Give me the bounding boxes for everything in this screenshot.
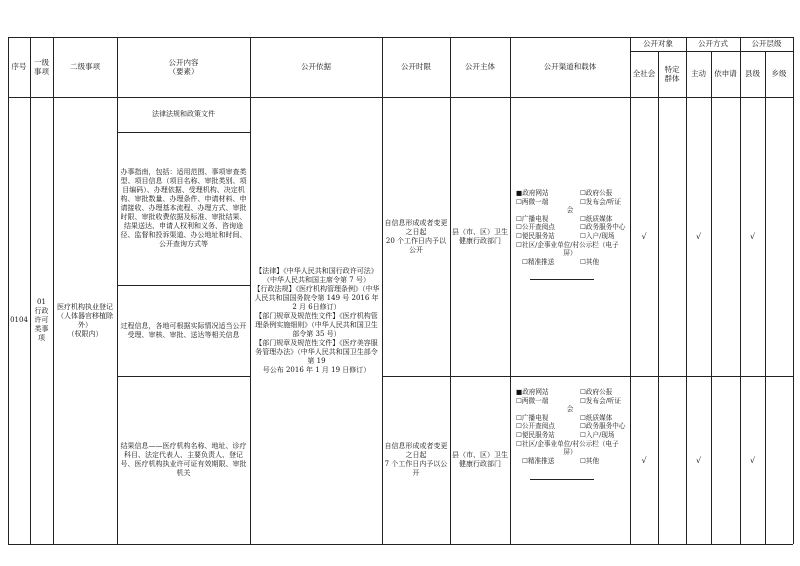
subject-row2: 县（市、区）卫生健康行政部门 <box>452 451 508 468</box>
channel-broadcast: ☐广播电视 <box>516 214 549 223</box>
time-row1: 自信息形成或者变更之日起 20 个工作日内予以公开 <box>384 218 448 254</box>
col-line <box>510 37 511 544</box>
channel-bulletin: ☐社区/企事业单位/村公示栏（电子 <box>516 240 619 249</box>
channel-reading-point: ☐公开查阅点 <box>516 422 555 431</box>
header-content: 公开内容 （要素） <box>168 57 199 76</box>
channel-print: ☐纸质媒体 <box>580 214 613 223</box>
header-scope: 公开层级 <box>751 39 782 49</box>
channel-two-micro: ☐两微一端 <box>516 197 549 206</box>
channel-gov-gazette: ☐政府公报 <box>580 388 613 396</box>
channel-press-hearing: ☐发布会/听证 <box>580 396 622 405</box>
header-subject: 公开主体 <box>465 62 495 72</box>
content-result: 结果信息——医疗机构名称、地址、诊疗科目、法定代表人、主要负责人、登记号、医疗机构执业许可证有效期限、审批机关 <box>120 442 247 477</box>
basis-text: 【法律】《中华人民共和国行政许可法》（中华人民共和国主席令第 7 号） 【行政法规】《医疗机构管理条例》（中华人民共和国国务院令第 149 号 2016 年 2 月 6日修订） 【部门规章及规范性文件】《医疗机构管理条例实施细则》（中华人民共和国卫生部令第 35 号） 【部门规章及规范性文件】《医疗美容服务管理办法》（中华人民共和国卫生部令第 19 号公布 2016 年 1 月 19 日修订） <box>253 266 380 374</box>
channel-print: ☐纸质媒体 <box>580 413 613 422</box>
header-level2: 二级事项 <box>70 62 100 72</box>
col-line <box>765 51 766 544</box>
channel-reading-point: ☐公开查阅点 <box>516 223 555 232</box>
row-seq: 0104 <box>10 316 28 324</box>
col-line <box>250 37 251 544</box>
channel-service-station: ☐便民服务站 <box>516 430 555 439</box>
row-level2: 医疗机构执业登记 （人体器官移植除 外） （权限内） <box>57 302 113 338</box>
header-method: 公开方式 <box>698 39 728 49</box>
header-scope-township: 乡级 <box>771 69 787 79</box>
col-line <box>711 51 712 544</box>
header-target: 公开对象 <box>643 39 673 49</box>
header-time: 公开时限 <box>401 62 431 72</box>
check-method-active: √ <box>695 232 702 241</box>
channel-gov-website: ■政府网站 <box>516 189 549 197</box>
channel-broadcast: ☐广播电视 <box>516 413 549 422</box>
col-line <box>450 37 451 544</box>
subject-row1: 县（市、区）卫生健康行政部门 <box>452 227 508 245</box>
channel-bulletin-wrap: 屏） <box>563 448 577 457</box>
check-target-all: √ <box>641 232 647 241</box>
channel-list-row1 <box>516 189 625 266</box>
channel-onsite: ☐入户/现场 <box>580 231 615 240</box>
channel-gov-website: ■政府网站 <box>516 388 549 396</box>
content-guide: 办事指南，包括：适用范围、事项审查类型、项目信息（项目名称、审批类别、项目编码）、办理依据、受理机构、决定机构、审批数量、办理条件、申请材料、申请接收、办理基本流程、办理方式、审批时限、审批收费依据及标准、审批结果、结果送达、申请人权利和义务、咨询途径、监督和投诉渠道、办公地址和时间、公开查询方式等 <box>120 168 247 248</box>
channel-other: ☐其他 <box>580 456 600 465</box>
channel-precise-push: ☐精准推送 <box>522 456 555 465</box>
header-target-all: 全社会 <box>632 69 656 79</box>
col-line <box>793 37 794 544</box>
channel-bulletin: ☐社区/企事业单位/村公示栏（电子 <box>516 439 619 448</box>
header-basis: 公开依据 <box>301 62 331 72</box>
col-line <box>658 51 659 544</box>
check-scope-county: √ <box>749 455 756 465</box>
check-method-active: √ <box>695 455 702 465</box>
header-channel: 公开渠道和载体 <box>543 62 597 72</box>
channel-service-center: ☐政务服务中心 <box>580 422 626 431</box>
col-line <box>382 37 383 544</box>
channel-press-hearing-wrap: 会 <box>566 405 574 414</box>
channel-service-center: ☐政务服务中心 <box>580 223 626 232</box>
header-method-active: 主动 <box>691 69 706 79</box>
channel-bulletin-wrap: 屏） <box>563 249 577 258</box>
header-level1: 一级 事项 <box>34 57 49 76</box>
channel-press-hearing-wrap: 会 <box>566 206 574 215</box>
channel-precise-push: ☐精准推送 <box>522 257 555 266</box>
channel-service-station: ☐便民服务站 <box>516 231 555 240</box>
channel-list-row2 <box>516 388 625 465</box>
check-target-all: √ <box>641 455 647 465</box>
table-border-bottom <box>8 544 793 545</box>
header-target-specific: 特定 群体 <box>664 64 680 83</box>
channel-two-micro: ☐两微一端 <box>516 396 549 405</box>
channel-onsite: ☐入户/现场 <box>580 430 615 439</box>
channel-other: ☐其他 <box>580 257 600 266</box>
channel-underline <box>530 479 594 480</box>
header-method-apply: 依申请 <box>714 69 737 79</box>
row-level1: 01 行政 许可 类事 项 <box>34 298 49 342</box>
header-scope-county: 县级 <box>745 69 760 79</box>
channel-underline <box>530 279 594 280</box>
content-laws: 法律法规和政策文件 <box>152 110 215 118</box>
time-row2: 自信息形成或者变更之日起 7 个工作日内予以公开 <box>384 442 448 477</box>
check-scope-county: √ <box>749 232 756 241</box>
channel-gov-gazette: ☐政府公报 <box>580 189 613 197</box>
content-process: 过程信息，各地可根据实际情况适当公开受理、审核、审批、送达等相关信息 <box>120 321 247 339</box>
channel-press-hearing: ☐发布会/听证 <box>580 197 622 206</box>
header-seq: 序号 <box>11 62 27 72</box>
